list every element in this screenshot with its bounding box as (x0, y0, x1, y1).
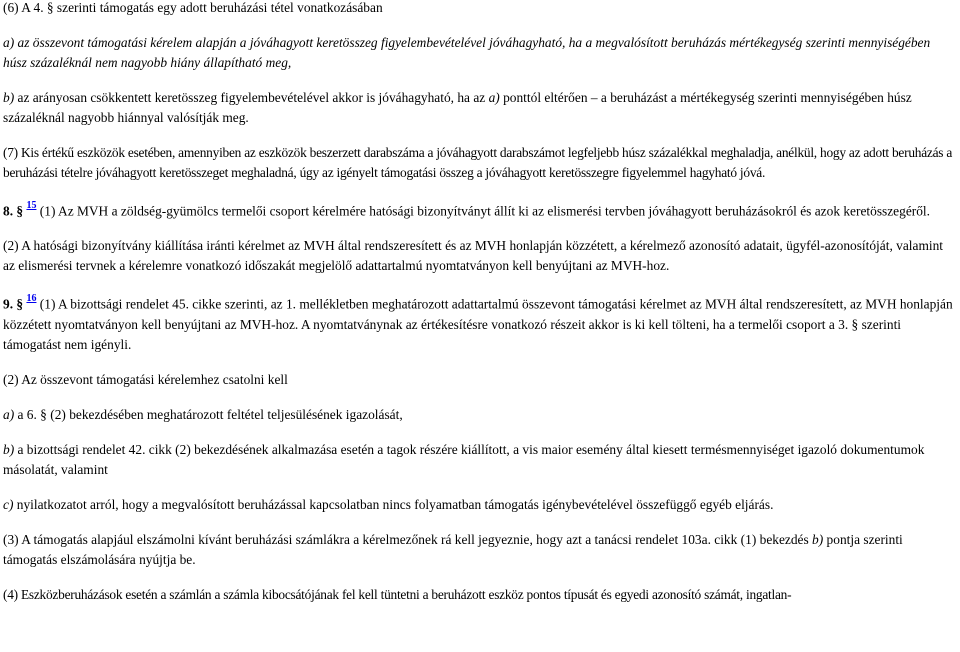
paragraph-text: (6) A 4. § szerinti támogatás egy adott beruházási tétel vonatkozásában (3, 0, 383, 15)
point-label: a) (3, 35, 15, 50)
section-9-4 (3, 585, 957, 605)
section-8-2 (3, 236, 957, 276)
section-9-3 (3, 530, 957, 570)
footnote-ref (26, 200, 36, 211)
paragraph-text: az arányosan csökkentett keretösszeg figyelembevételével akkor is jóváhagyható, ha az (14, 90, 489, 105)
paragraph-text: az összevont támogatási kérelem alapján a jóváhagyott keretösszeg figyelembevételével jóváhagyható, ha a megvalósított beruházás mértékegység szerinti mennyiségében húsz százaléknál nem nagyobb hiány állapítható meg, (3, 35, 931, 70)
section-8 (3, 198, 957, 221)
section-9-2 (3, 370, 957, 390)
footnote-ref (26, 293, 36, 304)
paragraph-text: nyilatkozatot arról, hogy a megvalósított beruházással kapcsolatban nincs folyamatban támogatás igénybevételével összefüggő egyéb eljárás. (13, 496, 774, 512)
point-label: b) (3, 90, 15, 105)
footnote-link-16[interactable]: 16 (26, 293, 37, 305)
point-label: c) (3, 496, 14, 512)
section-9-2-b (3, 440, 957, 480)
paragraph-text: (4) Eszközberuházások esetén a számlán a számla kibocsátójának fel kell tüntetni a beruházott eszköz pontos típusát és egyedi azonosító számát, ingatlan- (3, 586, 792, 602)
point-reference: b) (812, 531, 824, 547)
paragraph-6 (3, 0, 957, 18)
footnote-link-15[interactable]: 15 (26, 200, 37, 211)
section-number: 8. § (3, 203, 24, 219)
paragraph-text: (3) A támogatás alapjául elszámolni kívánt beruházási számlákra a kérelmezőnek rá kell jegyeznie, hogy azt a tanácsi rendelet 103a. cikk (1) bekezdés (3, 531, 813, 547)
paragraph-text: (2) A hatósági bizonyítvány kiállítása iránti kérelmet az MVH által rendszeresített és az MVH honlapján közzétett, a kérelmező azonosító adatait, ügyfél-azonosítóját, valamint az elismerési tervnek a kérelemre vonatkozó időszakát megjelölő adattartalmú nyomtatványon kell benyújtani az MVH-hoz. (3, 238, 943, 274)
section-9-2-c (3, 495, 957, 515)
paragraph-text: a bizottsági rendelet 42. cikk (2) bekezdésének alkalmazása esetén a tagok részére kiállított, a vis maior esemény által kiesett termésmennyiséget igazoló dokumentumok másolatát, valamint (3, 441, 925, 477)
paragraph-6-a (3, 33, 957, 73)
paragraph-text: ponttól eltérően – a beruházást a mértékegység szerinti mennyiségében húsz százaléknál nagyobb hiánnyal valósítják meg. (3, 90, 912, 125)
point-label: a) (3, 406, 15, 422)
point-label: b) (3, 441, 15, 457)
paragraph-7 (3, 143, 957, 183)
section-9 (3, 291, 957, 354)
section-number: 9. § (3, 296, 24, 312)
section-9-2-a (3, 405, 957, 425)
paragraph-text: (1) A bizottsági rendelet 45. cikke szerinti, az 1. mellékletben meghatározott adattartalmú összevont támogatási kérelmet az MVH által rendszeresített, az MVH honlapján közzétett nyomtatványon kell benyújtani az MVH-hoz. A nyomtatványnak az értékesítésre vonatkozó részeit akkor is ki kell tölteni, ha a termelői csoport a 3. § szerinti támogatást nem igényli. (3, 296, 953, 352)
paragraph-text: pontja szerinti támogatás elszámolására nyújtja be. (3, 531, 903, 567)
paragraph-text: a 6. § (2) bekezdésében meghatározott feltétel teljesülésének igazolását, (14, 406, 403, 422)
document-body (3, 0, 957, 605)
paragraph-text: (2) Az összevont támogatási kérelemhez csatolni kell (3, 371, 288, 387)
point-reference: a) (488, 90, 500, 105)
paragraph-text: (7) Kis értékű eszközök esetében, amennyiben az eszközök beszerzett darabszáma a jóváhagyott darabszámot legfeljebb húsz százalékkal meghaladja, anélkül, hogy az adott beruházás a beruházási tételre jóváhagyott keretösszeget meghaladná, úgy az igényelt támogatási összeg a jóváhagyott keretösszegre figyelemmel hagyható jóvá. (3, 145, 953, 180)
paragraph-6-b (3, 88, 957, 128)
paragraph-text: (1) Az MVH a zöldség-gyümölcs termelői csoport kérelmére hatósági bizonyítványt állít ki az elismerési tervben jóváhagyott beruházásokról és azok keretösszegéről. (36, 203, 930, 219)
